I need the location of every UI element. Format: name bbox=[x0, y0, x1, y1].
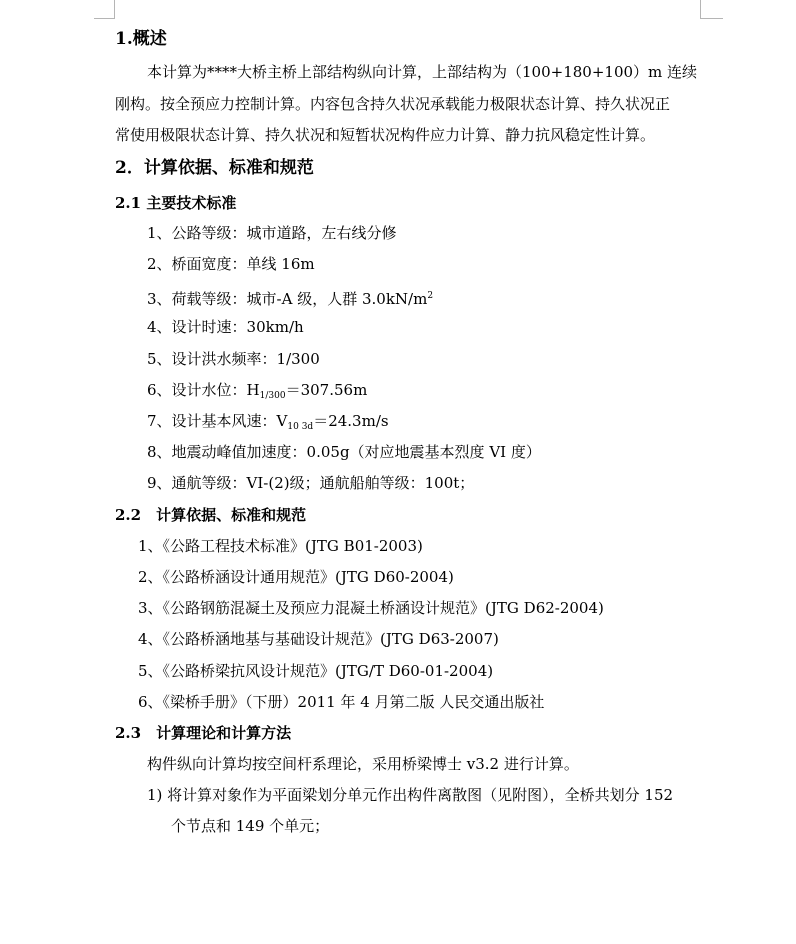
standard-item: 1、公路等级：城市道路，左右线分修 bbox=[147, 224, 397, 242]
section-2-3-heading: 2.3 计算理论和计算方法 bbox=[115, 724, 292, 742]
standard-item bbox=[147, 411, 389, 437]
code-reference-item: 3、《公路钢筋混凝土及预应力混凝土桥涵设计规范》(JTG D62-2004) bbox=[138, 599, 604, 617]
code-reference-item: 6、《梁桥手册》（下册）2011 年 4 月第二版 人民交通出版社 bbox=[138, 693, 545, 711]
standard-item bbox=[147, 380, 367, 406]
page-corner-mark-right bbox=[700, 0, 723, 19]
code-reference-item: 2、《公路桥涵设计通用规范》(JTG D60-2004) bbox=[138, 568, 454, 586]
section-2-2-heading: 2.2 计算依据、标准和规范 bbox=[115, 506, 307, 524]
water-level-subscript: 1/300 bbox=[259, 391, 286, 401]
section-1-paragraph-line-2: 刚构。按全预应力控制计算。内容包含持久状况承载能力极限状态计算、持久状况正 bbox=[115, 95, 671, 113]
code-reference-item: 5、《公路桥梁抗风设计规范》(JTG/T D60-01-2004) bbox=[138, 662, 494, 680]
method-item-line-2: 个节点和 149 个单元； bbox=[171, 817, 330, 835]
section-1-paragraph-line-3: 常使用极限状态计算、持久状况和短暂状况构件应力计算、静力抗风稳定性计算。 bbox=[115, 126, 656, 144]
method-item-line-1: 1) 将计算对象作为平面梁划分单元作出构件离散图（见附图），全桥共划分 152 bbox=[147, 786, 674, 804]
wind-speed-label: 7、设计基本风速：V bbox=[147, 412, 288, 430]
standard-item: 5、设计洪水频率：1/300 bbox=[147, 350, 320, 368]
standard-item: 2、桥面宽度：单线 16m bbox=[147, 255, 315, 273]
section-1-heading: 1.概述 bbox=[115, 29, 167, 49]
water-level-label: 6、设计水位：H bbox=[147, 381, 260, 399]
superscript-2: 2 bbox=[427, 291, 434, 301]
standard-item bbox=[147, 286, 433, 309]
standard-item: 8、地震动峰值加速度：0.05g（对应地震基本烈度 VI 度） bbox=[147, 443, 541, 461]
code-reference-item: 4、《公路桥涵地基与基础设计规范》(JTG D63-2007) bbox=[138, 630, 499, 648]
standard-item: 4、设计时速：30km/h bbox=[147, 318, 304, 336]
code-reference-item: 1、《公路工程技术标准》(JTG B01-2003) bbox=[138, 537, 423, 555]
wind-speed-value: ＝24.3m/s bbox=[313, 412, 389, 430]
standard-item: 9、通航等级：VI-(2)级；通航船舶等级：100t； bbox=[147, 474, 475, 492]
page-corner-mark-left bbox=[94, 0, 115, 19]
load-grade-text: 3、荷载等级：城市-A 级，人群 3.0kN/m bbox=[147, 290, 428, 308]
section-2-heading: 2．计算依据、标准和规范 bbox=[115, 158, 314, 178]
wind-speed-subscript: 10 3d bbox=[287, 422, 314, 432]
section-1-paragraph-line-1: 本计算为****大桥主桥上部结构纵向计算，上部结构为（100+180+100）m 连续 bbox=[147, 63, 698, 81]
section-2-3-paragraph: 构件纵向计算均按空间杆系理论，采用桥梁博士 v3.2 进行计算。 bbox=[147, 755, 579, 773]
water-level-value: ＝307.56m bbox=[285, 381, 368, 399]
section-2-1-heading: 2.1 主要技术标准 bbox=[115, 194, 237, 212]
